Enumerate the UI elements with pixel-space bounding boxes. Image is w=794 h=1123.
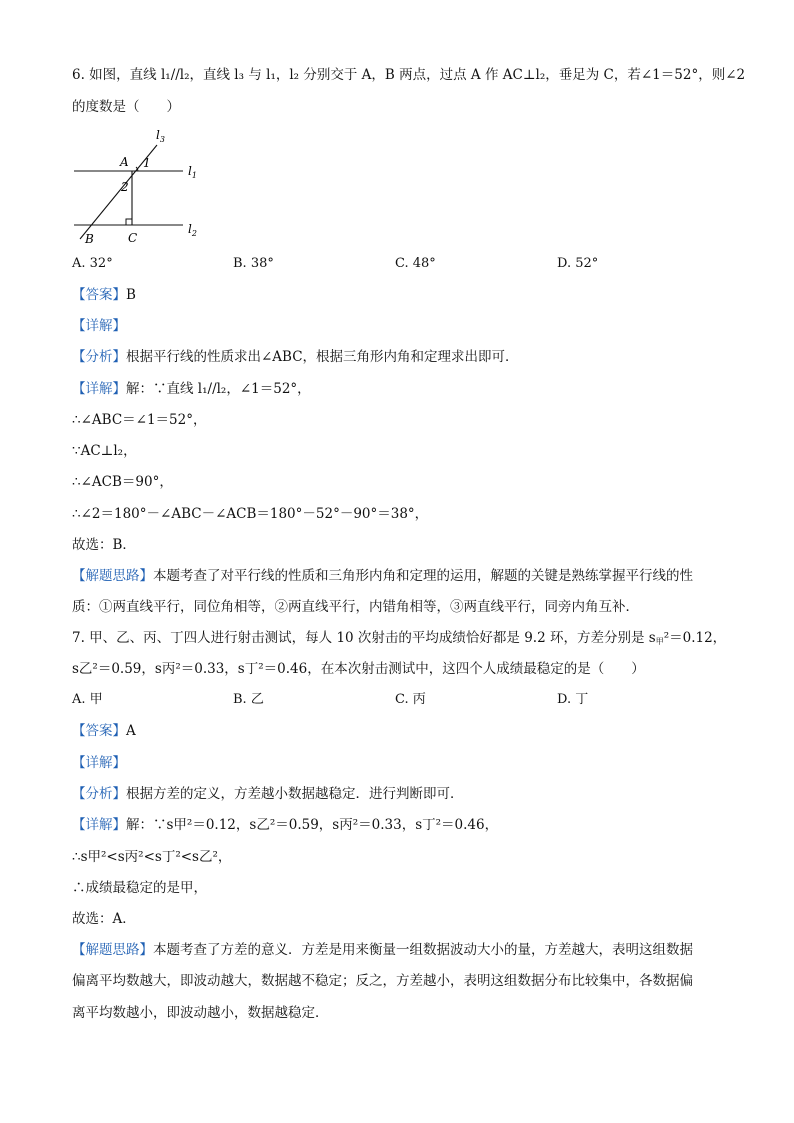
q6-solution-row1 (72, 380, 311, 398)
q6-solution-line4: ∴∠ACB＝90°， (72, 474, 173, 490)
q7-stem-sub-jia: 甲 (655, 637, 664, 646)
q7-idea-line2: 偏离平均数越大，即波动越大，数据越不稳定；反之，方差越小，表明这组数据分布比较集中，各数据偏 (72, 973, 693, 989)
label-point-a: A (120, 155, 129, 169)
q7-option-a: A. 甲 (72, 692, 103, 707)
q7-solution-line2: ∴s甲²<s丙²<s丁²<s乙²， (72, 849, 232, 865)
q7-stem-line1 (72, 629, 726, 651)
q6-idea-row1 (72, 567, 693, 585)
q7-analysis-tag: 【分析】 (72, 786, 126, 802)
q7-option-d: D. 丁 (557, 692, 589, 707)
q6-answer-row (72, 286, 136, 304)
q6-detail-header: 【详解】 (72, 318, 126, 334)
label-point-c: C (128, 231, 138, 245)
q6-solution-tag: 【详解】 (72, 381, 126, 397)
q7-stem-line2: s乙²＝0.59，s丙²＝0.33，s丁²＝0.46，在本次射击测试中，这四个人成绩最稳定的是（ ） (72, 661, 645, 677)
q6-analysis-tag: 【分析】 (72, 349, 126, 365)
q6-answer-tag: 【答案】 (72, 287, 126, 303)
q7-idea-line1: 本题考查了方差的意义．方差是用来衡量一组数据波动大小的量，方差越大，表明这组数据 (153, 942, 693, 958)
q7-stem-line1-b: ²＝0.12， (663, 630, 727, 646)
q7-solution-line1: 解：∵s甲²＝0.12，s乙²＝0.59，s丙²＝0.33，s丁²＝0.46， (126, 817, 499, 833)
q6-answer: B (126, 287, 136, 303)
q7-idea-line3: 离平均数越小，即波动越小，数据越稳定． (72, 1005, 329, 1021)
q6-idea-line1: 本题考查了对平行线的性质和三角形内角和定理的运用，解题的关键是熟练掌握平行线的性 (153, 568, 693, 584)
label-l1: $l_1$ (188, 164, 197, 180)
q6-stem-line2: 的度数是（ ） (72, 99, 180, 115)
q6-solution-line1: 解：∵直线 l₁//l₂，∠1＝52°， (126, 381, 311, 397)
q6-option-c: C. 48° (395, 256, 436, 271)
q7-solution-row1 (72, 816, 498, 834)
q7-solution-tag: 【详解】 (72, 817, 126, 833)
q6-analysis-row (72, 348, 519, 366)
q6-idea-tag: 【解题思路】 (72, 568, 153, 584)
right-angle-mark (126, 219, 132, 225)
q6-solution-line2: ∴∠ABC＝∠1＝52°， (72, 412, 207, 428)
q7-analysis: 根据方差的定义，方差越小数据越稳定．进行判断即可． (126, 786, 464, 802)
label-l3: $l_3$ (156, 128, 165, 144)
label-angle-1: 1 (143, 156, 151, 170)
q6-option-b: B. 38° (233, 256, 274, 271)
q7-answer-row (72, 722, 136, 740)
q7-detail-header: 【详解】 (72, 755, 126, 771)
label-angle-2: 2 (121, 180, 129, 194)
q6-idea-line2: 质：①两直线平行，同位角相等，②两直线平行，内错角相等，③两直线平行，同旁内角互补． (72, 599, 639, 615)
q6-option-d: D. 52° (557, 256, 599, 271)
q6-analysis: 根据平行线的性质求出∠ABC，根据三角形内角和定理求出即可． (126, 349, 519, 365)
q7-solution-line3: ∴成绩最稳定的是甲， (72, 880, 207, 896)
q7-answer-tag: 【答案】 (72, 723, 126, 739)
label-point-b: B (85, 232, 94, 246)
q6-geometry-figure (70, 128, 220, 248)
q7-choose: 故选：A． (72, 911, 136, 927)
q6-option-a: A. 32° (72, 256, 113, 271)
q7-idea-tag: 【解题思路】 (72, 942, 153, 958)
q7-stem-line1-a: 7. 甲、乙、丙、丁四人进行射击测试，每人 10 次射击的平均成绩恰好都是 9.2 环，方差分别是 s (72, 630, 656, 646)
q6-solution-line5: ∴∠2＝180°－∠ABC－∠ACB＝180°－52°－90°＝38°， (72, 506, 429, 522)
q7-option-b: B. 乙 (233, 692, 264, 707)
q6-stem-line1: 6. 如图，直线 l₁//l₂，直线 l₃ 与 l₁，l₂ 分别交于 A，B 两点，过点 A 作 AC⊥l₂，垂足为 C，若∠1＝52°，则∠2 (72, 67, 746, 83)
q7-idea-row1 (72, 941, 693, 959)
label-l2: $l_2$ (188, 222, 197, 238)
q6-solution-line3: ∵AC⊥l₂， (72, 443, 137, 459)
q6-choose: 故选：B． (72, 537, 136, 553)
q7-analysis-row (72, 785, 464, 803)
q7-answer: A (126, 723, 136, 739)
q7-option-c: C. 丙 (395, 692, 426, 707)
